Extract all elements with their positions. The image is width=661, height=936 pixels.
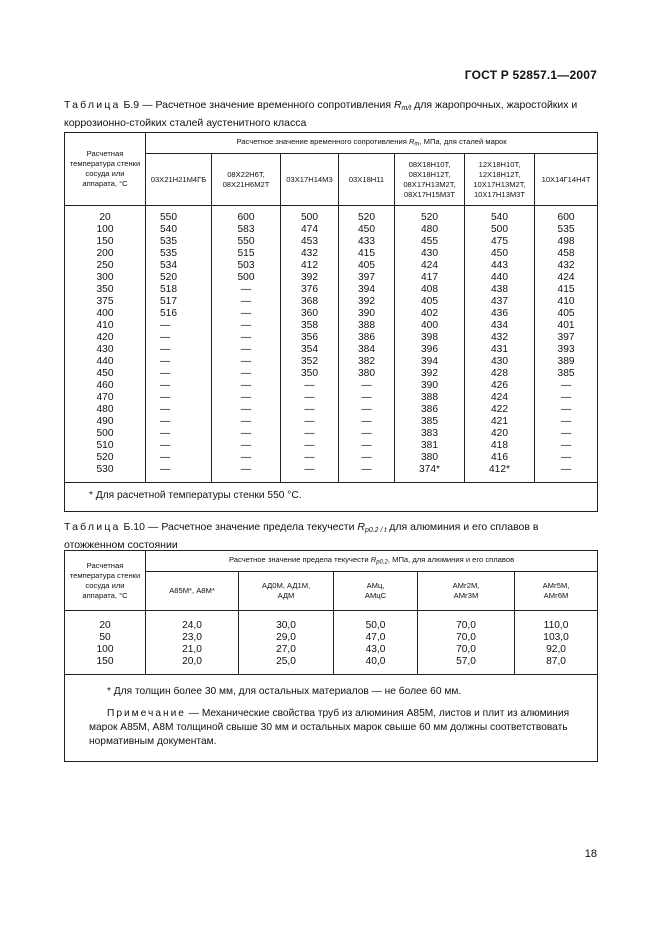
table-cell-temperature: 350 [65, 284, 146, 296]
table-cell-value: — [146, 428, 212, 440]
table-cell-value: 458 [535, 248, 598, 260]
page-number: 18 [584, 848, 597, 860]
table-cell-value: — [535, 464, 598, 483]
table-cell-value: — [212, 440, 281, 452]
table-b10-col-header: АМг5М, АМг6М [515, 572, 598, 611]
table-cell-value: 475 [465, 236, 535, 248]
table-cell-value: 47,0 [334, 632, 418, 644]
table-row [65, 236, 598, 248]
table-cell-value: 498 [535, 236, 598, 248]
table-cell-value: 450 [339, 224, 395, 236]
table-cell-value: — [281, 452, 339, 464]
table-b10-group-header-sub: p0,2 [376, 559, 388, 566]
table-cell-value: 380 [395, 452, 465, 464]
table-cell-temperature: 460 [65, 380, 146, 392]
table-cell-value: 424 [395, 260, 465, 272]
table-cell-value: 432 [535, 260, 598, 272]
table-cell-value: 392 [395, 368, 465, 380]
table-cell-value: 503 [212, 260, 281, 272]
table-row [65, 344, 598, 356]
table-cell-value: 381 [395, 440, 465, 452]
table-cell-value: — [146, 464, 212, 483]
table-cell-value: 401 [535, 320, 598, 332]
table-b10-group-header-text-2: , МПа, для алюминия и его сплавов [387, 554, 515, 564]
table-cell-value: 25,0 [239, 656, 334, 675]
table-row [65, 224, 598, 236]
table-b9-caption-number: Б.9 [123, 99, 140, 111]
table-cell-value: 374* [395, 464, 465, 483]
table-b10-col-header: А85М*, А8М* [146, 572, 239, 611]
table-b10-caption-text-2: для алюминия и его сплавов в отожженном состоянии [64, 521, 539, 551]
table-row [65, 368, 598, 380]
table-b9-col-header: 03Х21Н21М4ГБ [146, 154, 212, 206]
table-b10-caption-number: Б.10 [123, 521, 145, 533]
table-cell-value: — [535, 440, 598, 452]
table-cell-value: 356 [281, 332, 339, 344]
table-cell-value: 520 [395, 212, 465, 224]
table-cell-value: — [281, 428, 339, 440]
table-cell-temperature: 250 [65, 260, 146, 272]
table-cell-temperature: 200 [65, 248, 146, 260]
table-cell-value: 386 [339, 332, 395, 344]
table-cell-value: — [535, 380, 598, 392]
table-b10-col0-header: Расчетная температура стенки сосуда или аппарата, °C [65, 551, 146, 611]
table-cell-value: — [339, 404, 395, 416]
table-cell-value: 422 [465, 404, 535, 416]
table-cell-value: 437 [465, 296, 535, 308]
table-b9-col-header: 08Х22Н6Т, 08Х21Н6М2Т [212, 154, 281, 206]
table-row [65, 632, 598, 644]
table-b10-group-header-text-1: Расчетное значение предела текучести [228, 554, 371, 564]
table-b9-caption-label: Таблица [64, 99, 121, 111]
table-row [65, 416, 598, 428]
table-cell-value: 405 [535, 308, 598, 320]
table-cell-value: — [212, 344, 281, 356]
table-row [65, 656, 598, 675]
table-b9-caption-symbol: R [393, 99, 402, 111]
table-cell-value: 396 [395, 344, 465, 356]
table-cell-value: — [281, 380, 339, 392]
table-b10-note-text: — Механические свойства труб из алюминия А85М, листов и плит из алюминия марок А85М, А8М толщиной свыше 30 мм и остальных марок свыше 60 мм должны соответствовать нормативным документам. [89, 708, 570, 747]
table-cell-value: 517 [146, 296, 212, 308]
table-cell-value: — [146, 440, 212, 452]
table-cell-value: — [212, 380, 281, 392]
table-cell-value: 417 [395, 272, 465, 284]
table-row [65, 392, 598, 404]
table-cell-value: 500 [465, 224, 535, 236]
table-cell-value: 421 [465, 416, 535, 428]
table-cell-value: 400 [395, 320, 465, 332]
table-cell-value: — [212, 356, 281, 368]
table-cell-value: 432 [465, 332, 535, 344]
table-cell-value: — [146, 452, 212, 464]
table-cell-temperature: 100 [65, 224, 146, 236]
table-cell-value: 550 [212, 236, 281, 248]
table-cell-value: 398 [395, 332, 465, 344]
table-cell-value: 600 [535, 212, 598, 224]
table-cell-value: — [212, 308, 281, 320]
table-cell-value: 424 [535, 272, 598, 284]
table-cell-value: 431 [465, 344, 535, 356]
table-cell-value: 583 [212, 224, 281, 236]
table-b10-caption [64, 520, 597, 552]
table-cell-value: — [281, 440, 339, 452]
table-cell-value: — [281, 416, 339, 428]
table-cell-value: 408 [395, 284, 465, 296]
table-cell-value: 380 [339, 368, 395, 380]
table-cell-value: 520 [146, 272, 212, 284]
table-cell-value: 57,0 [418, 656, 515, 675]
table-b9 [64, 132, 598, 512]
table-cell-value: 412 [281, 260, 339, 272]
table-cell-value: — [146, 356, 212, 368]
table-cell-value: 376 [281, 284, 339, 296]
table-cell-value: — [212, 428, 281, 440]
table-cell-temperature: 480 [65, 404, 146, 416]
table-cell-temperature: 50 [65, 632, 146, 644]
table-cell-value: — [339, 440, 395, 452]
table-cell-value: 520 [339, 212, 395, 224]
table-cell-value: 40,0 [334, 656, 418, 675]
table-cell-value: 535 [146, 248, 212, 260]
table-cell-value: 358 [281, 320, 339, 332]
table-cell-value: 540 [146, 224, 212, 236]
table-cell-value: 43,0 [334, 644, 418, 656]
table-row [65, 464, 598, 483]
table-b9-caption-sub: m/t [401, 105, 412, 112]
table-b9-footnote [65, 483, 598, 512]
table-cell-value: 87,0 [515, 656, 598, 675]
table-cell-value: 424 [465, 392, 535, 404]
table-cell-temperature: 150 [65, 656, 146, 675]
table-cell-value: 436 [465, 308, 535, 320]
table-cell-value: 540 [465, 212, 535, 224]
table-cell-value: — [535, 428, 598, 440]
table-cell-temperature: 420 [65, 332, 146, 344]
table-row [65, 320, 598, 332]
table-cell-value: — [281, 464, 339, 483]
table-b10-footnote [65, 675, 598, 762]
table-b10-caption-sub: p0.2 / t [364, 527, 387, 534]
table-cell-value: — [146, 404, 212, 416]
table-row [65, 356, 598, 368]
table-cell-value: 350 [281, 368, 339, 380]
table-cell-value: — [146, 392, 212, 404]
table-cell-value: 412* [465, 464, 535, 483]
table-cell-value: 443 [465, 260, 535, 272]
table-cell-value: — [339, 380, 395, 392]
table-b9-footnote-text: * Для расчетной температуры стенки 550 °С. [89, 490, 302, 501]
table-row [65, 272, 598, 284]
table-cell-value: 415 [535, 284, 598, 296]
table-cell-value: 92,0 [515, 644, 598, 656]
table-row [65, 248, 598, 260]
table-cell-value: 21,0 [146, 644, 239, 656]
table-row [65, 284, 598, 296]
table-cell-value: 416 [465, 452, 535, 464]
table-cell-value: 352 [281, 356, 339, 368]
table-cell-value: 535 [535, 224, 598, 236]
table-cell-temperature: 430 [65, 344, 146, 356]
table-cell-value: — [146, 332, 212, 344]
table-cell-value: 402 [395, 308, 465, 320]
table-b9-group-header-symbol: R [408, 136, 415, 146]
table-cell-value: 500 [212, 272, 281, 284]
table-cell-value: 389 [535, 356, 598, 368]
table-cell-value: 368 [281, 296, 339, 308]
table-cell-value: — [212, 404, 281, 416]
table-cell-value: 405 [395, 296, 465, 308]
table-cell-value: 354 [281, 344, 339, 356]
table-b10-body [65, 611, 598, 675]
table-cell-value: 392 [339, 296, 395, 308]
table-b10-note [89, 707, 587, 749]
table-cell-value: 70,0 [418, 632, 515, 644]
table-cell-value: — [281, 404, 339, 416]
table-cell-value: 518 [146, 284, 212, 296]
table-cell-value: — [535, 404, 598, 416]
table-b9-caption-text-2: для жаропрочных, жаростойких и коррозионно-стойких сталей аустенитного класса [64, 99, 578, 129]
table-cell-value: 433 [339, 236, 395, 248]
table-b10-caption-text-1: — Расчетное значение предела текучести [145, 521, 358, 533]
table-cell-temperature: 510 [65, 440, 146, 452]
table-cell-value: 385 [535, 368, 598, 380]
table-cell-value: 70,0 [418, 644, 515, 656]
table-cell-value: 385 [395, 416, 465, 428]
table-cell-value: — [281, 392, 339, 404]
table-cell-value: — [146, 344, 212, 356]
table-cell-value: 410 [535, 296, 598, 308]
table-cell-value: 420 [465, 428, 535, 440]
table-cell-value: 432 [281, 248, 339, 260]
table-cell-value: 23,0 [146, 632, 239, 644]
table-cell-temperature: 300 [65, 272, 146, 284]
table-cell-value: 383 [395, 428, 465, 440]
table-cell-value: 550 [146, 212, 212, 224]
table-cell-value: — [146, 368, 212, 380]
table-cell-temperature: 490 [65, 416, 146, 428]
table-b9-caption [64, 98, 597, 130]
table-row [65, 308, 598, 320]
table-cell-temperature: 375 [65, 296, 146, 308]
table-cell-value: 418 [465, 440, 535, 452]
table-row [65, 440, 598, 452]
table-row [65, 428, 598, 440]
table-row [65, 260, 598, 272]
table-cell-value: 384 [339, 344, 395, 356]
table-cell-value: — [535, 452, 598, 464]
table-b9-group-header-text-1: Расчетное значение временного сопротивления [236, 136, 409, 146]
table-b9-caption-text-1: — Расчетное значение временного сопротивления [139, 99, 394, 111]
table-cell-value: 388 [339, 320, 395, 332]
table-b9-col-header: 03Х17Н14М3 [281, 154, 339, 206]
table-b9-group-header-text-2: , МПа, для сталей марок [419, 136, 507, 146]
table-cell-value: 392 [281, 272, 339, 284]
table-cell-value: — [146, 320, 212, 332]
table-cell-value: 29,0 [239, 632, 334, 644]
table-cell-value: 430 [395, 248, 465, 260]
table-cell-value: 390 [395, 380, 465, 392]
table-cell-value: 388 [395, 392, 465, 404]
table-cell-value: — [212, 392, 281, 404]
table-cell-value: — [339, 428, 395, 440]
table-cell-value: 390 [339, 308, 395, 320]
table-b10-col-header: АМц, АМцС [334, 572, 418, 611]
table-cell-value: — [535, 392, 598, 404]
table-cell-value: — [339, 452, 395, 464]
table-cell-temperature: 20 [65, 620, 146, 632]
table-cell-value: 474 [281, 224, 339, 236]
table-b10-note-label: Примечание [107, 708, 186, 719]
table-cell-value: 600 [212, 212, 281, 224]
table-cell-temperature: 100 [65, 644, 146, 656]
table-b10-col-header: АМг2М, АМг3М [418, 572, 515, 611]
table-b9-col-header: 08Х18Н10Т, 08Х18Н12Т, 08Х17Н13М2Т, 08Х17Н15М3Т [395, 154, 465, 206]
table-cell-value: 434 [465, 320, 535, 332]
table-cell-value: 480 [395, 224, 465, 236]
table-cell-temperature: 470 [65, 392, 146, 404]
table-cell-temperature: 20 [65, 212, 146, 224]
table-cell-value: — [212, 416, 281, 428]
table-row [65, 332, 598, 344]
table-cell-value: — [212, 332, 281, 344]
table-cell-temperature: 500 [65, 428, 146, 440]
table-cell-temperature: 520 [65, 452, 146, 464]
table-cell-value: 438 [465, 284, 535, 296]
table-cell-value: 360 [281, 308, 339, 320]
table-row [65, 452, 598, 464]
table-cell-value: 516 [146, 308, 212, 320]
table-cell-value: 534 [146, 260, 212, 272]
table-cell-value: 394 [395, 356, 465, 368]
table-b9-body [65, 206, 598, 483]
table-cell-temperature: 410 [65, 320, 146, 332]
table-cell-value: 103,0 [515, 632, 598, 644]
table-b10-caption-symbol: R [357, 521, 365, 533]
table-cell-value: 110,0 [515, 620, 598, 632]
table-cell-value: 535 [146, 236, 212, 248]
table-b10-col-header: АД0М, АД1М, АДМ [239, 572, 334, 611]
table-cell-value: — [535, 416, 598, 428]
table-b9-col0-header: Расчетная температура стенки сосуда или аппарата, °C [65, 133, 146, 206]
standard-code: ГОСТ Р 52857.1—2007 [464, 68, 597, 82]
table-cell-value: — [146, 416, 212, 428]
table-cell-value: 426 [465, 380, 535, 392]
table-cell-temperature: 450 [65, 368, 146, 380]
table-row [65, 380, 598, 392]
table-cell-value: — [212, 296, 281, 308]
table-cell-value: — [212, 368, 281, 380]
table-cell-value: — [339, 464, 395, 483]
table-b9-col-header: 10Х14Г14Н4Т [535, 154, 598, 206]
table-cell-value: 382 [339, 356, 395, 368]
table-cell-value: 393 [535, 344, 598, 356]
table-cell-value: 27,0 [239, 644, 334, 656]
table-b10-group-header-symbol: R [370, 554, 377, 564]
table-cell-value: — [212, 452, 281, 464]
table-cell-value: 50,0 [334, 620, 418, 632]
table-row [65, 404, 598, 416]
table-b9-group-header [146, 133, 598, 154]
table-cell-value: — [212, 284, 281, 296]
table-cell-temperature: 150 [65, 236, 146, 248]
table-row [65, 212, 598, 224]
table-cell-value: 405 [339, 260, 395, 272]
table-b9-group-header-sub: m [414, 141, 420, 148]
table-cell-value: — [339, 416, 395, 428]
table-cell-value: 500 [281, 212, 339, 224]
table-cell-temperature: 400 [65, 308, 146, 320]
table-cell-value: 20,0 [146, 656, 239, 675]
table-b10-caption-label: Таблица [64, 521, 121, 533]
table-b10-footnote-text: * Для толщин более 30 мм, для остальных материалов — не более 60 мм. [107, 686, 462, 697]
table-cell-value: 453 [281, 236, 339, 248]
table-cell-temperature: 440 [65, 356, 146, 368]
table-cell-value: 24,0 [146, 620, 239, 632]
table-cell-value: — [146, 380, 212, 392]
table-row [65, 644, 598, 656]
table-cell-value: 428 [465, 368, 535, 380]
table-cell-value: 440 [465, 272, 535, 284]
table-cell-value: 30,0 [239, 620, 334, 632]
table-cell-value: 70,0 [418, 620, 515, 632]
table-cell-value: — [339, 392, 395, 404]
table-row [65, 620, 598, 632]
table-cell-value: 515 [212, 248, 281, 260]
table-cell-value: 394 [339, 284, 395, 296]
table-b9-col-header: 12Х18Н10Т, 12Х18Н12Т, 10Х17Н13М2Т, 10Х17Н13М3Т [465, 154, 535, 206]
table-row [65, 296, 598, 308]
table-cell-value: 455 [395, 236, 465, 248]
table-cell-value: 397 [339, 272, 395, 284]
table-cell-value: 450 [465, 248, 535, 260]
table-b10-group-header [146, 551, 598, 572]
table-cell-temperature: 530 [65, 464, 146, 483]
table-cell-value: 397 [535, 332, 598, 344]
table-b10 [64, 550, 598, 762]
table-b9-col-header: 03Х18Н11 [339, 154, 395, 206]
table-cell-value: — [212, 464, 281, 483]
table-cell-value: 415 [339, 248, 395, 260]
table-cell-value: 386 [395, 404, 465, 416]
table-cell-value: — [212, 320, 281, 332]
table-cell-value: 430 [465, 356, 535, 368]
